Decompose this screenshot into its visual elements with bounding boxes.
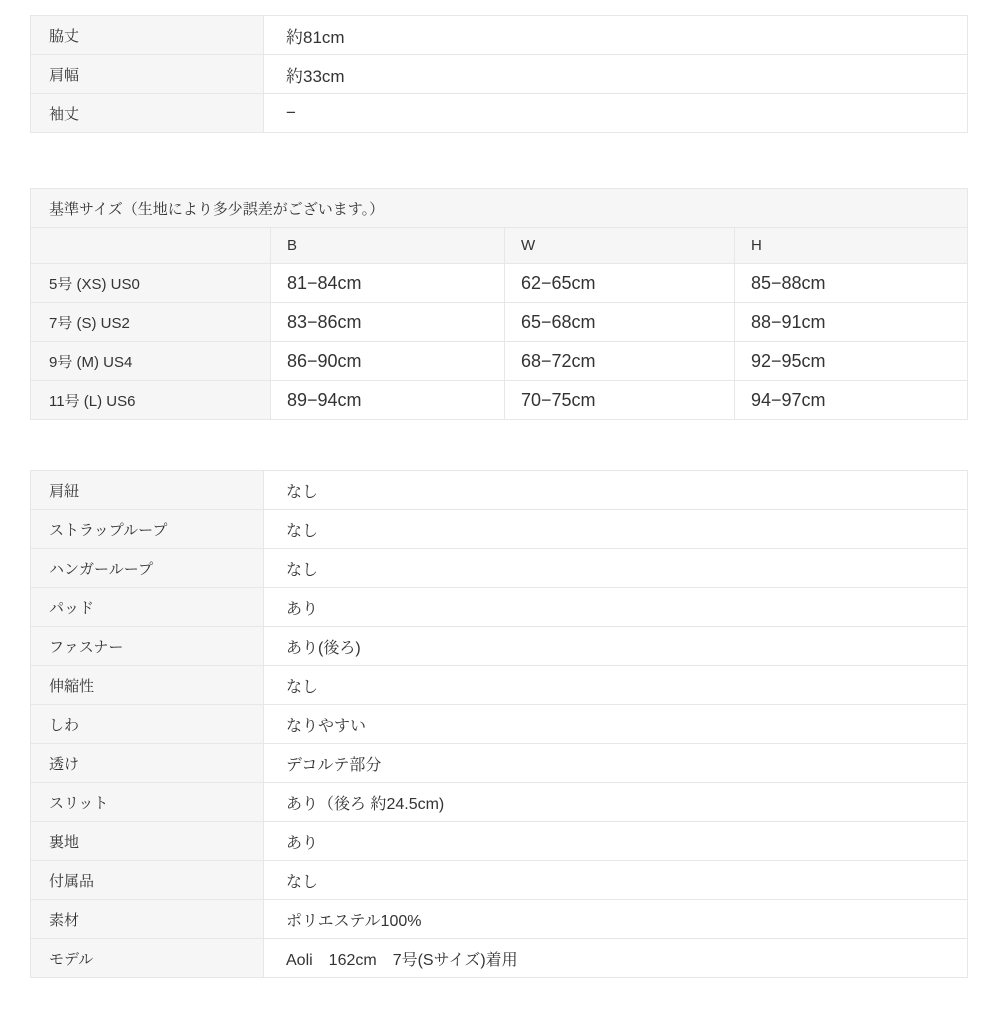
size-value-bust: 81−84cm bbox=[271, 264, 505, 303]
table-row bbox=[31, 822, 968, 861]
size-value-hip: 85−88cm bbox=[735, 264, 968, 303]
row-label: 付属品 bbox=[31, 861, 264, 900]
size-value-waist: 70−75cm bbox=[505, 381, 735, 420]
size-table bbox=[30, 188, 968, 420]
column-header-hip: H bbox=[735, 228, 968, 264]
table-row bbox=[31, 861, 968, 900]
table-row bbox=[31, 381, 968, 420]
row-label: しわ bbox=[31, 705, 264, 744]
row-value: Aoli 162cm 7号(Sサイズ)着用 bbox=[264, 939, 968, 978]
table-row bbox=[31, 549, 968, 588]
size-table-header-row bbox=[31, 228, 968, 264]
row-value: なし bbox=[264, 471, 968, 510]
row-label: スリット bbox=[31, 783, 264, 822]
size-label: 5号 (XS) US0 bbox=[31, 264, 271, 303]
row-value: なし bbox=[264, 861, 968, 900]
row-value: なし bbox=[264, 666, 968, 705]
row-label: 袖丈 bbox=[31, 94, 264, 133]
row-value: あり（後ろ 約24.5cm) bbox=[264, 783, 968, 822]
size-label: 9号 (M) US4 bbox=[31, 342, 271, 381]
table-row bbox=[31, 900, 968, 939]
measurement-table bbox=[30, 15, 968, 133]
size-value-bust: 83−86cm bbox=[271, 303, 505, 342]
row-value: なりやすい bbox=[264, 705, 968, 744]
size-table-body bbox=[31, 264, 968, 420]
row-label: ハンガーループ bbox=[31, 549, 264, 588]
row-value: 約33cm bbox=[264, 55, 968, 94]
size-table-title: 基準サイズ（生地により多少誤差がございます。） bbox=[31, 189, 968, 228]
size-table-title-row bbox=[31, 189, 968, 228]
size-value-waist: 65−68cm bbox=[505, 303, 735, 342]
row-label: 素材 bbox=[31, 900, 264, 939]
column-header-waist: W bbox=[505, 228, 735, 264]
size-value-bust: 89−94cm bbox=[271, 381, 505, 420]
row-label: ファスナー bbox=[31, 627, 264, 666]
spec-table bbox=[30, 470, 968, 978]
row-label: 肩幅 bbox=[31, 55, 264, 94]
table-row bbox=[31, 939, 968, 978]
row-value: あり(後ろ) bbox=[264, 627, 968, 666]
row-label: モデル bbox=[31, 939, 264, 978]
table-row bbox=[31, 55, 968, 94]
table-row bbox=[31, 471, 968, 510]
row-value: なし bbox=[264, 510, 968, 549]
table-row bbox=[31, 588, 968, 627]
spec-table-body bbox=[31, 471, 968, 978]
row-value: あり bbox=[264, 822, 968, 861]
size-value-waist: 68−72cm bbox=[505, 342, 735, 381]
row-label: ストラップループ bbox=[31, 510, 264, 549]
table-row bbox=[31, 94, 968, 133]
table-row bbox=[31, 705, 968, 744]
table-row bbox=[31, 627, 968, 666]
table-row bbox=[31, 264, 968, 303]
table-row bbox=[31, 510, 968, 549]
row-label: 脇丈 bbox=[31, 16, 264, 55]
table-row bbox=[31, 666, 968, 705]
row-label: 裏地 bbox=[31, 822, 264, 861]
row-label: 透け bbox=[31, 744, 264, 783]
size-label: 11号 (L) US6 bbox=[31, 381, 271, 420]
row-value: ポリエステル100% bbox=[264, 900, 968, 939]
column-header-size bbox=[31, 228, 271, 264]
measurement-table-body bbox=[31, 16, 968, 133]
size-value-hip: 94−97cm bbox=[735, 381, 968, 420]
row-value: あり bbox=[264, 588, 968, 627]
size-label: 7号 (S) US2 bbox=[31, 303, 271, 342]
table-row bbox=[31, 783, 968, 822]
size-value-hip: 92−95cm bbox=[735, 342, 968, 381]
table-row bbox=[31, 744, 968, 783]
row-label: パッド bbox=[31, 588, 264, 627]
row-value: デコルテ部分 bbox=[264, 744, 968, 783]
size-value-hip: 88−91cm bbox=[735, 303, 968, 342]
row-value: なし bbox=[264, 549, 968, 588]
size-value-bust: 86−90cm bbox=[271, 342, 505, 381]
table-row bbox=[31, 303, 968, 342]
column-header-bust: B bbox=[271, 228, 505, 264]
row-label: 伸縮性 bbox=[31, 666, 264, 705]
row-value: − bbox=[264, 94, 968, 133]
row-label: 肩紐 bbox=[31, 471, 264, 510]
table-row bbox=[31, 342, 968, 381]
row-value: 約81cm bbox=[264, 16, 968, 55]
table-row bbox=[31, 16, 968, 55]
size-value-waist: 62−65cm bbox=[505, 264, 735, 303]
